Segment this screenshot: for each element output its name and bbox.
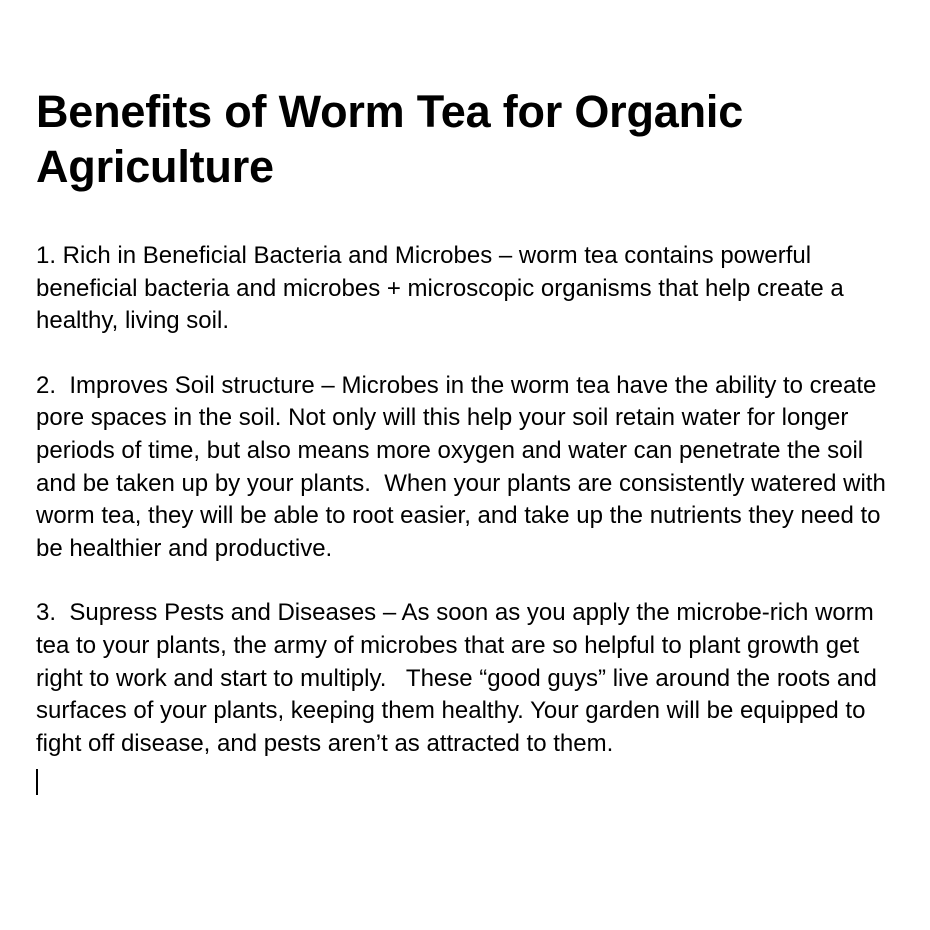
document-body[interactable] [36,84,906,795]
paragraph-benefit-2: 2. Improves Soil structure – Microbes in the worm tea have the ability to create pore spaces in the soil. Not only will this help your soil retain water for longer periods of time, but also means more oxygen and water can penetrate the soil and be taken up by your plants. When your plants are consistently watered with worm tea, they will be able to root easier, and take up the nutrients they need to be healthier and productive. [36,371,893,562]
paragraph-benefit-3: 3. Supress Pests and Diseases – As soon as you apply the microbe-rich worm tea to your plants, the army of microbes that are so helpful to plant growth get right to work and start to multiply. These “good guys” live around the roots and surfaces of your plants, keeping them healthy. Your garden will be equipped to fight off disease, and pests aren’t as attracted to them. [36,599,884,757]
paragraph-benefit-1: 1. Rich in Beneficial Bacteria and Microbes – worm tea contains powerful beneficial bacteria and microbes + microscopic organisms that help create a healthy, living soil. [36,242,851,335]
text-cursor [36,769,38,795]
document-title: Benefits of Worm Tea for Organic Agriculture [36,86,744,192]
